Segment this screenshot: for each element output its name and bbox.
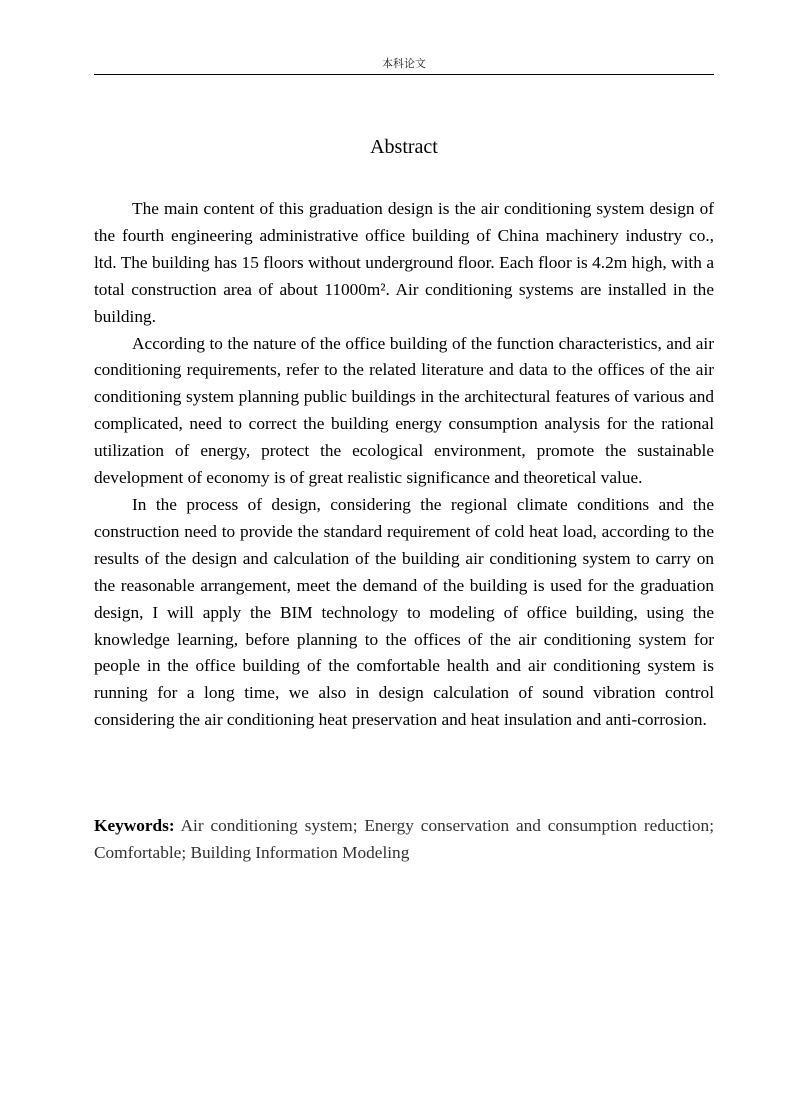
abstract-body xyxy=(94,196,714,734)
keywords-label: Keywords: xyxy=(94,816,175,835)
abstract-paragraph-2: According to the nature of the office building of the function characteristics, and air conditioning requirements, refer to the related literature and data to the offices of the air conditioning system planning public buildings in the architectural features of various and complicated, need to correct the building energy consumption analysis for the rational utilization of energy, protect the ecological environment, promote the sustainable development of economy is of great realistic significance and theoretical value. xyxy=(94,333,714,488)
keywords-text: Air conditioning system; Energy conservation and consumption reduction; Comfortable; Building Information Modeling xyxy=(94,816,714,862)
abstract-paragraph-3: In the process of design, considering the regional climate conditions and the construction need to provide the standard requirement of cold heat load, according to the results of the design and calculation of the building air conditioning system to carry on the reasonable arrangement, meet the demand of the building is used for the graduation design, I will apply the BIM technology to modeling of office building, using the knowledge learning, before planning to the offices of the air conditioning system for people in the office building of the comfortable health and air conditioning system is running for a long time, we also in design calculation of sound vibration control considering the air conditioning heat preservation and heat insulation and anti-corrosion. xyxy=(94,494,714,730)
abstract-paragraph-1: The main content of this graduation design is the air conditioning system design of the fourth engineering administrative office building of China machinery industry co., ltd. The building has 15 floors without underground floor. Each floor is 4.2m high, with a total construction area of about 11000m². Air conditioning systems are installed in the building. xyxy=(94,199,714,326)
keywords-line xyxy=(94,813,714,867)
header-rule xyxy=(94,74,714,75)
running-header: 本科论文 xyxy=(382,57,426,70)
abstract-title: Abstract xyxy=(370,136,438,158)
